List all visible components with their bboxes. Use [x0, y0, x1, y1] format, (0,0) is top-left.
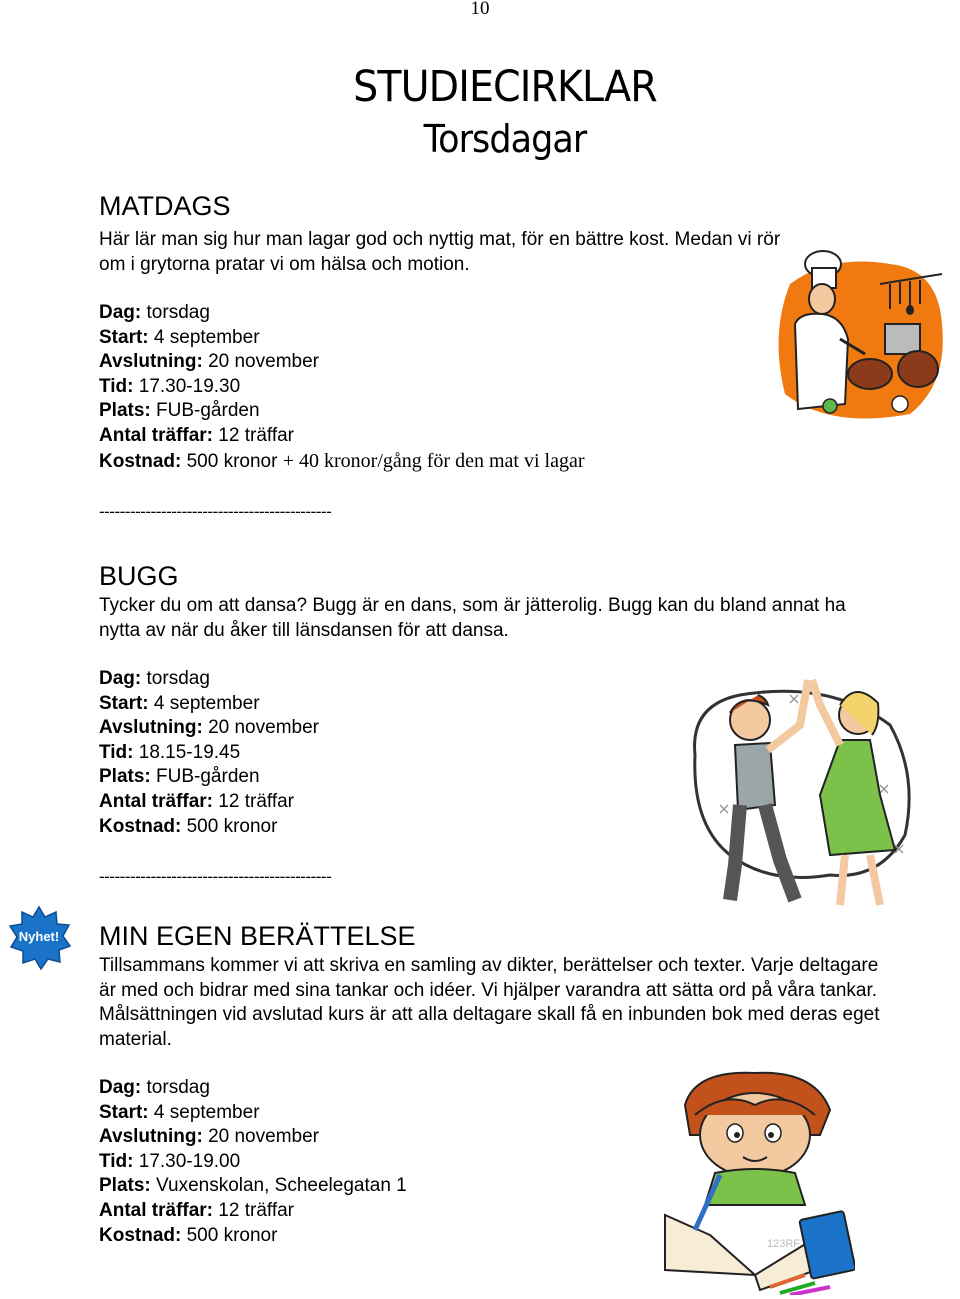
detail-value: FUB-gården — [156, 766, 260, 788]
detail-value: 500 kronor — [186, 450, 278, 472]
section-heading: MATDAGS — [99, 191, 231, 221]
section-description: Tycker du om att dansa? Bugg är en dans, som är jätterolig. Bugg kan du bland annat ha nytta av när du åker till länsdansen för att dansa. — [99, 595, 846, 641]
detail-value: 17.30-19.00 — [138, 1150, 241, 1172]
detail-value: 17.30-19.30 — [138, 375, 241, 397]
detail-label: Dag: — [99, 1077, 142, 1098]
detail-value: 500 kronor — [186, 1224, 278, 1246]
detail-label: Avslutning: — [99, 351, 203, 373]
detail-value: 20 november — [208, 1126, 319, 1148]
detail-label: Tid: — [99, 375, 134, 397]
detail-value: 20 november — [208, 351, 319, 373]
page-title: STUDIECIRKLAR — [353, 62, 657, 112]
detail-label: Dag: — [99, 668, 142, 689]
section-description: Tillsammans kommer vi att skriva en samling av dikter, berättelser och texter. Varje deltagare är med och bidrar med sina tankar och idéer. Vi hjälper varandra att sätta ord på våra tankar. Målsättningen vid avslutad kurs är att alla deltagare skall få en inbunden bok med deras eget material. — [99, 955, 880, 1050]
section-description: Här lär man sig hur man lagar god och nyttig mat, för en bättre kost. Medan vi rör om i grytorna pratar vi om hälsa och motion. — [99, 229, 781, 275]
detail-extra: + 40 kronor/gång för den mat vi lagar — [282, 449, 585, 472]
detail-value: torsdag — [146, 668, 210, 689]
section-divider: --------------------------------------------- — [99, 502, 332, 522]
detail-label: Kostnad: — [99, 815, 182, 837]
detail-label: Avslutning: — [99, 717, 203, 739]
detail-label: Antal träffar: — [99, 790, 214, 812]
detail-value: 18.15-19.45 — [138, 741, 241, 763]
watermark-text: 123RF — [767, 1238, 801, 1250]
detail-value: 12 träffar — [218, 1199, 294, 1221]
detail-value: 12 träffar — [218, 790, 294, 812]
dancing-couple-illustration — [680, 665, 920, 920]
detail-label: Start: — [99, 1101, 149, 1123]
page-number: 10 — [470, 0, 490, 19]
detail-label: Tid: — [99, 1150, 134, 1172]
detail-label: Dag: — [99, 302, 142, 323]
detail-value: 4 september — [153, 326, 260, 348]
detail-value: FUB-gården — [156, 400, 260, 422]
new-badge — [6, 905, 72, 971]
detail-value: 500 kronor — [186, 815, 278, 837]
section-heading: MIN EGEN BERÄTTELSE — [99, 921, 416, 951]
section-divider: --------------------------------------------- — [99, 867, 332, 887]
detail-value: 4 september — [153, 692, 260, 714]
boy-writing-illustration — [655, 1065, 855, 1295]
chef-cooking-illustration — [760, 244, 950, 424]
page-subtitle: Torsdagar — [423, 117, 587, 161]
detail-label: Plats: — [99, 400, 151, 422]
detail-label: Kostnad: — [99, 1224, 182, 1246]
detail-value: 12 träffar — [218, 424, 294, 446]
badge-label: Nyhet! — [18, 929, 60, 944]
detail-value: torsdag — [146, 302, 210, 323]
detail-label: Plats: — [99, 1175, 151, 1197]
detail-label: Kostnad: — [99, 450, 182, 472]
detail-label: Start: — [99, 692, 149, 714]
detail-label: Antal träffar: — [99, 1199, 214, 1221]
detail-label: Plats: — [99, 766, 151, 788]
detail-label: Start: — [99, 326, 149, 348]
detail-row-meetings — [99, 424, 899, 449]
detail-value: 20 november — [208, 717, 319, 739]
detail-row-cost — [99, 449, 899, 475]
detail-value: torsdag — [146, 1077, 210, 1098]
detail-value: Vuxenskolan, Scheelegatan 1 — [156, 1175, 407, 1197]
detail-label: Tid: — [99, 741, 134, 763]
section-heading: BUGG — [99, 561, 179, 591]
detail-label: Avslutning: — [99, 1126, 203, 1148]
detail-value: 4 september — [153, 1101, 260, 1123]
detail-label: Antal träffar: — [99, 424, 214, 446]
